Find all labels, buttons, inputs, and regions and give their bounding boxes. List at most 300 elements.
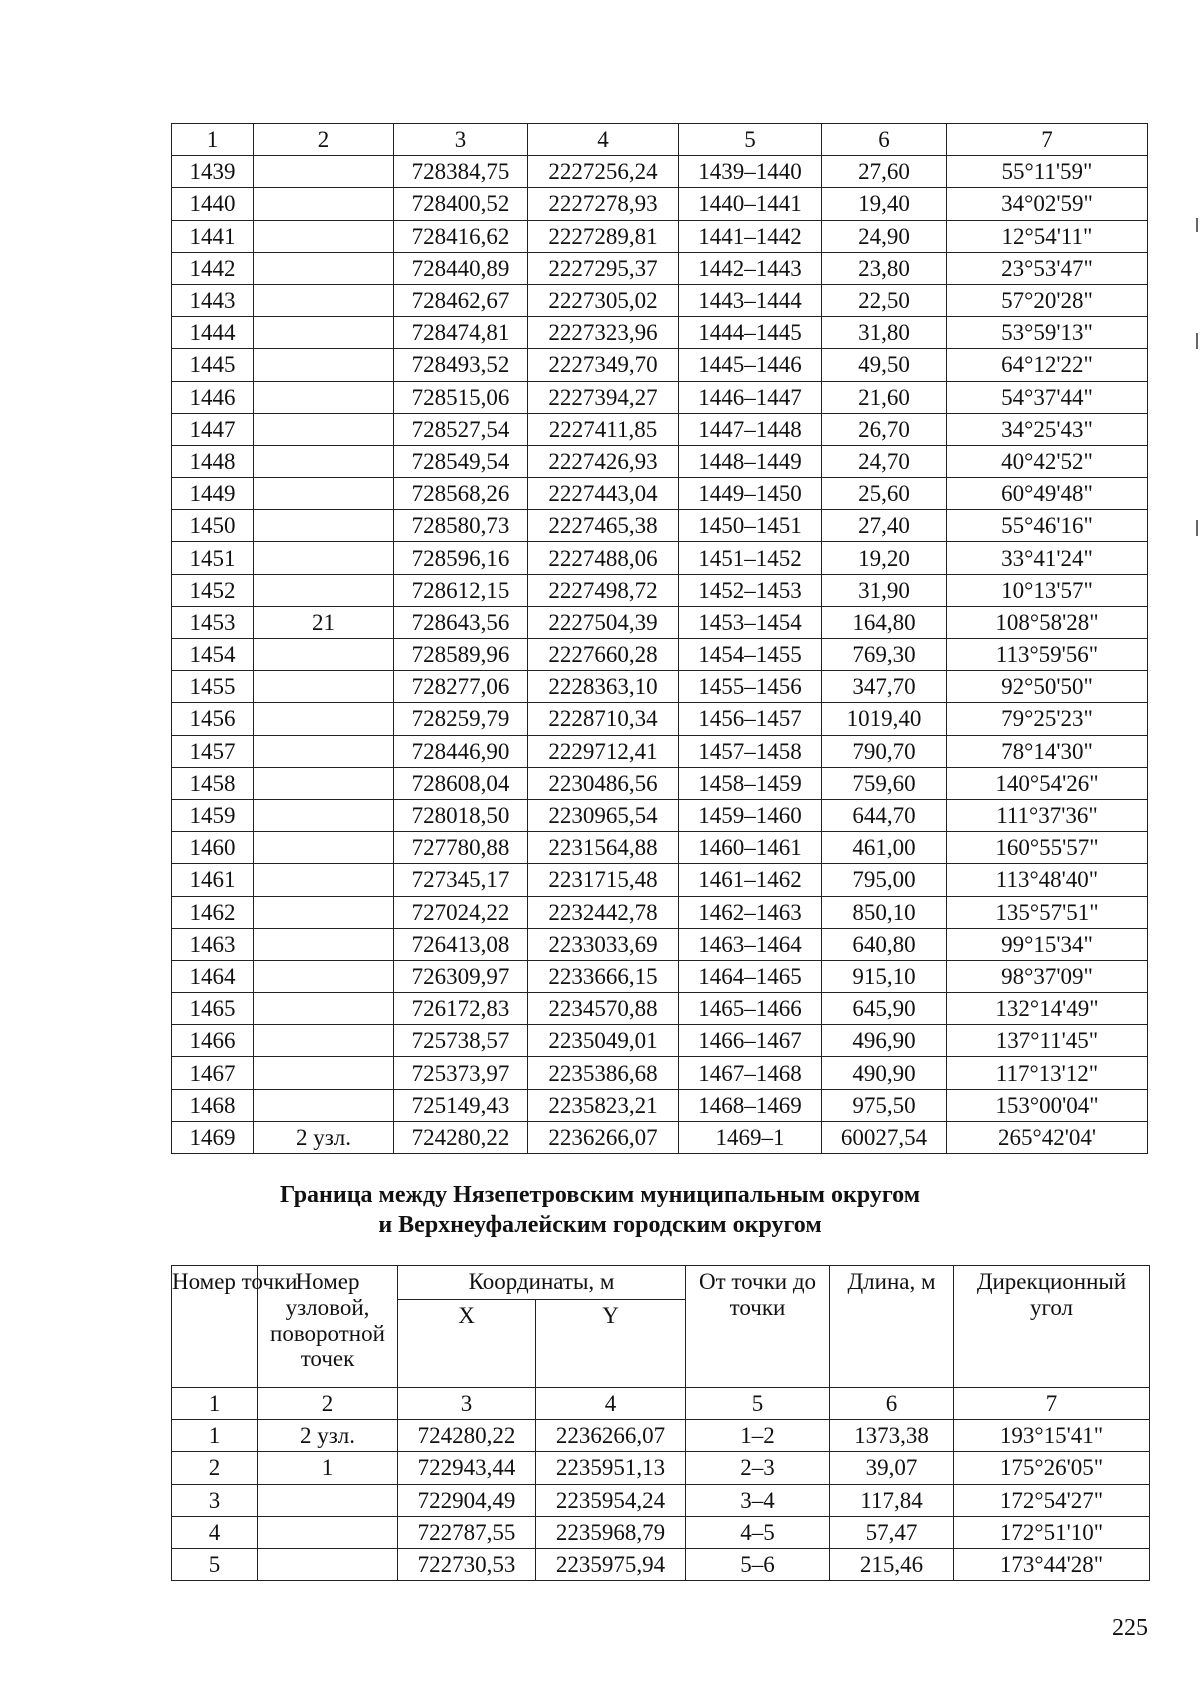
header-y: Y [536,1300,686,1388]
table-row [172,1025,1148,1057]
table-cell: 4–5 [686,1516,830,1548]
table-cell [254,832,394,864]
table-row [172,1057,1148,1089]
table-cell: 728416,62 [394,220,528,252]
table-cell [254,445,394,477]
table-cell [254,317,394,349]
table-cell: 644,70 [822,799,947,831]
header-length: Длина, м [830,1266,954,1388]
table-cell: 1448–1449 [679,445,822,477]
table-cell: 23°53'47" [947,252,1148,284]
table-cell: 2235049,01 [528,1025,679,1057]
table-cell: 137°11'45" [947,1025,1148,1057]
table-cell: 347,70 [822,671,947,703]
table-row [172,928,1148,960]
header-node-number: Номер узловой, поворотной точек [258,1266,398,1388]
table-cell: 164,80 [822,606,947,638]
table-cell [254,188,394,220]
table-cell: 2227278,93 [528,188,679,220]
table-cell: 1441–1442 [679,220,822,252]
table-cell: 1 [172,1388,258,1420]
table-cell: 725738,57 [394,1025,528,1057]
table-row [172,284,1148,316]
table-cell: 2232442,78 [528,896,679,928]
header-from-to: От точки до точки [686,1266,830,1388]
table-cell: 12°54'11" [947,220,1148,252]
table-row [172,1121,1148,1153]
table-cell: 34°25'43" [947,413,1148,445]
table-row [172,413,1148,445]
table-cell: 2230965,54 [528,799,679,831]
header-x: X [398,1300,536,1388]
table-cell: 265°42'04' [947,1121,1148,1153]
table-row [172,156,1148,188]
table-cell: 1446 [172,381,254,413]
table-cell: 2227289,81 [528,220,679,252]
table-cell: 2229712,41 [528,735,679,767]
table-cell: 722787,55 [398,1516,536,1548]
table-cell [258,1516,398,1548]
table-cell: 23,80 [822,252,947,284]
table-row [172,703,1148,735]
table-cell: 153°00'04" [947,1089,1148,1121]
table-cell: 1462–1463 [679,896,822,928]
table-cell: 728493,52 [394,349,528,381]
table-cell: 4 [536,1388,686,1420]
table-row [172,252,1148,284]
table-cell: 10°13'57" [947,574,1148,606]
table-cell: 24,70 [822,445,947,477]
table-row [172,1516,1150,1548]
table-cell: 2227323,96 [528,317,679,349]
header-point-number: Номер точки [172,1266,258,1388]
table-row [172,445,1148,477]
table-row [172,1452,1150,1484]
table-cell: 21 [254,606,394,638]
table-cell: 1462 [172,896,254,928]
table-row [172,735,1148,767]
table-cell: 728643,56 [394,606,528,638]
table-cell: 728568,26 [394,478,528,510]
table-cell: 1443–1444 [679,284,822,316]
table-cell: 728259,79 [394,703,528,735]
table-row [172,896,1148,928]
table-cell: 1439 [172,156,254,188]
table-cell: 726172,83 [394,993,528,1025]
section-title-line-1: Граница между Нязепетровским муниципальным округом [279,1182,921,1208]
table-row [172,478,1148,510]
table-cell: 1463 [172,928,254,960]
table-cell: 728384,75 [394,156,528,188]
table-cell: 2227349,70 [528,349,679,381]
table-cell: 1469–1 [679,1121,822,1153]
table-cell: 728580,73 [394,510,528,542]
table-row [172,542,1148,574]
table-row [172,510,1148,542]
table-cell: 33°41'24" [947,542,1148,574]
table-cell: 5 [679,124,822,156]
table-cell: 2235975,94 [536,1548,686,1580]
table-cell: 98°37'09" [947,960,1148,992]
table-cell: 140°54'26" [947,767,1148,799]
table-cell: 1450 [172,510,254,542]
table-cell: 53°59'13" [947,317,1148,349]
table-cell [254,735,394,767]
table-row [172,574,1148,606]
section-title-line-2: и Верхнеуфалейским городским округом [378,1212,822,1238]
table-cell: 7 [954,1388,1150,1420]
table-row [172,767,1148,799]
table-cell: 1440 [172,188,254,220]
table-cell: 726413,08 [394,928,528,960]
table-cell: 26,70 [822,413,947,445]
table-cell: 850,10 [822,896,947,928]
table-cell: 727024,22 [394,896,528,928]
table-cell [254,574,394,606]
table-cell: 1460–1461 [679,832,822,864]
table-cell: 2231564,88 [528,832,679,864]
table-cell: 173°44'28" [954,1548,1150,1580]
page-number: 225 [1112,1615,1148,1641]
table-cell: 1456 [172,703,254,735]
table-cell: 2228710,34 [528,703,679,735]
table-cell [254,864,394,896]
table-row [172,1089,1148,1121]
table-cell: 1455–1456 [679,671,822,703]
table-cell [254,799,394,831]
table-cell [254,510,394,542]
table-cell: 2227295,37 [528,252,679,284]
table-cell: 728549,54 [394,445,528,477]
table-cell: 54°37'44" [947,381,1148,413]
table-cell: 117,84 [830,1484,954,1516]
table-cell: 2235386,68 [528,1057,679,1089]
table-cell: 1–2 [686,1420,830,1452]
table-cell: 726309,97 [394,960,528,992]
table-cell: 21,60 [822,381,947,413]
table-cell [254,284,394,316]
table-cell: 1454–1455 [679,639,822,671]
table-cell: 1445 [172,349,254,381]
table-row [172,960,1148,992]
table-cell: 1452–1453 [679,574,822,606]
table-cell: 92°50'50" [947,671,1148,703]
table-cell: 2227443,04 [528,478,679,510]
table-row [172,639,1148,671]
table-cell: 728589,96 [394,639,528,671]
table-row [172,864,1148,896]
table-cell: 1456–1457 [679,703,822,735]
table-cell: 2227660,28 [528,639,679,671]
table-cell: 111°37'36" [947,799,1148,831]
table-cell: 31,90 [822,574,947,606]
boundary-table-niazepetrovsk-verkhnii-ufalei [171,1265,1150,1581]
table-cell [254,252,394,284]
table-cell: 2 [172,1452,258,1484]
table-cell: 193°15'41" [954,1420,1150,1452]
table-cell [254,703,394,735]
table-cell: 1459–1460 [679,799,822,831]
table-cell: 2227426,93 [528,445,679,477]
table-row [172,832,1148,864]
table-cell: 1442 [172,252,254,284]
table-cell: 728612,15 [394,574,528,606]
table-cell [254,896,394,928]
header-coordinates: Координаты, м [398,1266,686,1300]
table-cell: 132°14'49" [947,993,1148,1025]
table-cell [254,767,394,799]
table-cell [254,1089,394,1121]
table-cell: 1452 [172,574,254,606]
table-cell: 915,10 [822,960,947,992]
table-cell: 1 [172,1420,258,1452]
table-cell: 640,80 [822,928,947,960]
table-cell: 3–4 [686,1484,830,1516]
table-row [172,349,1148,381]
table-cell: 1451 [172,542,254,574]
table-cell: 728608,04 [394,767,528,799]
table-cell: 1461–1462 [679,864,822,896]
scan-mark [1196,218,1198,232]
table-cell: 2227411,85 [528,413,679,445]
table-cell: 2234570,88 [528,993,679,1025]
table-cell: 1443 [172,284,254,316]
table-cell: 27,60 [822,156,947,188]
table-cell: 1448 [172,445,254,477]
table-cell: 769,30 [822,639,947,671]
table-cell: 1464–1465 [679,960,822,992]
table-cell: 2231715,48 [528,864,679,896]
table-cell: 108°58'28" [947,606,1148,638]
table-cell: 1466–1467 [679,1025,822,1057]
table-cell: 1466 [172,1025,254,1057]
section-title [0,1180,1200,1240]
table-cell: 728462,67 [394,284,528,316]
table-cell: 117°13'12" [947,1057,1148,1089]
table-cell [258,1484,398,1516]
table-cell: 2227504,39 [528,606,679,638]
table-cell [254,671,394,703]
table-row [172,799,1148,831]
table-cell: 728515,06 [394,381,528,413]
table-row [172,671,1148,703]
table-cell: 2 [254,124,394,156]
table-cell: 1467 [172,1057,254,1089]
table-cell [254,381,394,413]
table-cell: 1439–1440 [679,156,822,188]
table-cell: 1454 [172,639,254,671]
table-cell: 19,20 [822,542,947,574]
table-cell: 1444–1445 [679,317,822,349]
table-cell [254,156,394,188]
table-cell: 1450–1451 [679,510,822,542]
table-cell [254,639,394,671]
table-cell [254,349,394,381]
table-cell: 7 [947,124,1148,156]
table-cell: 2233666,15 [528,960,679,992]
table-cell: 2227394,27 [528,381,679,413]
table-cell: 1449–1450 [679,478,822,510]
boundary-table-continued [171,123,1148,1154]
table-cell: 1373,38 [830,1420,954,1452]
table-cell: 2 узл. [258,1420,398,1452]
table-cell [254,993,394,1025]
table-cell: 22,50 [822,284,947,316]
table-cell: 2–3 [686,1452,830,1484]
table-cell [254,542,394,574]
table-cell: 79°25'23" [947,703,1148,735]
table-cell: 1444 [172,317,254,349]
table-cell: 1440–1441 [679,188,822,220]
table-cell: 790,70 [822,735,947,767]
table-cell: 1465 [172,993,254,1025]
table-cell: 461,00 [822,832,947,864]
table-cell: 1463–1464 [679,928,822,960]
table-cell: 2 [258,1388,398,1420]
table-cell [254,220,394,252]
table-cell: 728277,06 [394,671,528,703]
table-cell: 3 [398,1388,536,1420]
table-cell: 975,50 [822,1089,947,1121]
table-cell: 2227305,02 [528,284,679,316]
table-cell: 60027,54 [822,1121,947,1153]
scan-mark [1196,520,1198,536]
table-cell: 1445–1446 [679,349,822,381]
table-row [172,993,1148,1025]
table-cell: 175°26'05" [954,1452,1150,1484]
table-row [172,317,1148,349]
table-cell: 1447–1448 [679,413,822,445]
table-cell: 1 [258,1452,398,1484]
header-direction-angle: Дирекционный угол [954,1266,1150,1388]
table-cell: 2230486,56 [528,767,679,799]
column-number-row [172,124,1148,156]
table-cell: 728474,81 [394,317,528,349]
table-cell: 39,07 [830,1452,954,1484]
table-cell: 1465–1466 [679,993,822,1025]
table-cell: 5 [172,1548,258,1580]
table-cell: 2228363,10 [528,671,679,703]
table-cell: 2236266,07 [536,1420,686,1452]
table-cell: 3 [394,124,528,156]
table-cell: 1468 [172,1089,254,1121]
table-cell: 25,60 [822,478,947,510]
table-cell [254,413,394,445]
table-cell: 725149,43 [394,1089,528,1121]
table-cell: 55°11'59" [947,156,1148,188]
table-cell: 99°15'34" [947,928,1148,960]
table-row [172,1420,1150,1452]
table-header-row [172,1266,1150,1300]
table-cell: 40°42'52" [947,445,1148,477]
table-cell: 1464 [172,960,254,992]
table-cell: 2227256,24 [528,156,679,188]
table-cell [258,1548,398,1580]
table-cell: 2227498,72 [528,574,679,606]
table-cell: 19,40 [822,188,947,220]
scan-mark [1196,333,1198,349]
table-cell: 1459 [172,799,254,831]
table-cell: 727345,17 [394,864,528,896]
table-cell: 1455 [172,671,254,703]
table-cell: 1453 [172,606,254,638]
table-cell: 1468–1469 [679,1089,822,1121]
table-cell: 55°46'16" [947,510,1148,542]
table-cell [254,1057,394,1089]
table-cell: 4 [172,1516,258,1548]
table-cell: 1460 [172,832,254,864]
table-cell [254,1025,394,1057]
table-cell: 728446,90 [394,735,528,767]
table-cell: 1469 [172,1121,254,1153]
table-cell: 1458–1459 [679,767,822,799]
table-cell: 1457–1458 [679,735,822,767]
table-cell: 1 [172,124,254,156]
table-cell: 2 узл. [254,1121,394,1153]
table-cell: 722904,49 [398,1484,536,1516]
table-cell: 172°51'10" [954,1516,1150,1548]
table-cell: 1451–1452 [679,542,822,574]
table-cell: 1449 [172,478,254,510]
table-cell: 728440,89 [394,252,528,284]
table-cell [254,928,394,960]
table-cell: 2233033,69 [528,928,679,960]
table-row [172,381,1148,413]
table-cell: 160°55'57" [947,832,1148,864]
table-cell: 57°20'28" [947,284,1148,316]
table-cell [254,960,394,992]
table-cell: 64°12'22" [947,349,1148,381]
table-cell: 1447 [172,413,254,445]
table-cell: 6 [830,1388,954,1420]
table-cell: 24,90 [822,220,947,252]
table-cell: 722730,53 [398,1548,536,1580]
table-cell: 727780,88 [394,832,528,864]
table-cell: 3 [172,1484,258,1516]
table-cell: 2235823,21 [528,1089,679,1121]
table-cell: 113°59'56" [947,639,1148,671]
table-cell: 6 [822,124,947,156]
table-cell: 1442–1443 [679,252,822,284]
table-cell: 759,60 [822,767,947,799]
table-cell: 2235968,79 [536,1516,686,1548]
table-cell: 1457 [172,735,254,767]
table-row [172,1484,1150,1516]
table-cell: 728400,52 [394,188,528,220]
table-cell: 2227465,38 [528,510,679,542]
table-cell: 5–6 [686,1548,830,1580]
table-cell: 1446–1447 [679,381,822,413]
table-cell: 113°48'40" [947,864,1148,896]
table-cell: 1019,40 [822,703,947,735]
table-cell: 4 [528,124,679,156]
table-cell: 172°54'27" [954,1484,1150,1516]
table-cell: 78°14'30" [947,735,1148,767]
table-cell: 2235951,13 [536,1452,686,1484]
table-cell: 1453–1454 [679,606,822,638]
table-cell [254,478,394,510]
table-cell: 31,80 [822,317,947,349]
table-row [172,606,1148,638]
table-cell: 728596,16 [394,542,528,574]
table-cell: 34°02'59" [947,188,1148,220]
table-cell: 1467–1468 [679,1057,822,1089]
table-cell: 490,90 [822,1057,947,1089]
table-cell: 27,40 [822,510,947,542]
table-row [172,1548,1150,1580]
table-cell: 795,00 [822,864,947,896]
table-cell: 2236266,07 [528,1121,679,1153]
